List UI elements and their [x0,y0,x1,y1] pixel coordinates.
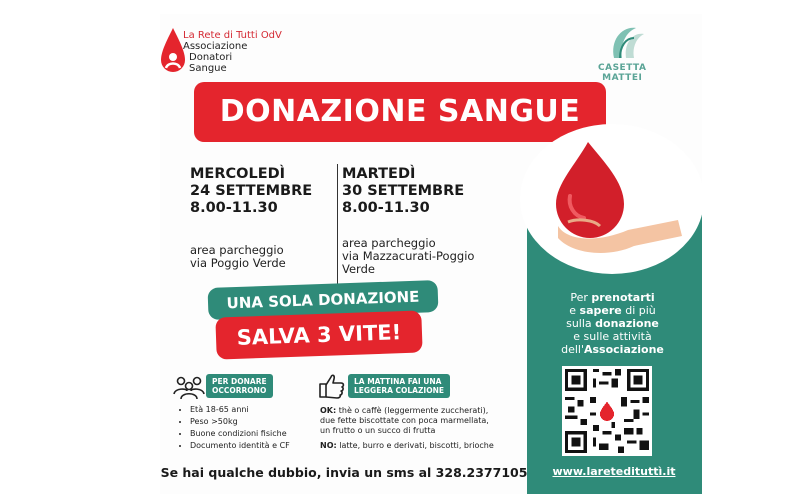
event2-place [342,237,474,276]
casetta-mattei-logo-text [598,63,646,83]
event1-place-line2: via Poggio Verde [190,256,286,270]
event1-time: 8.00-11.30 [190,200,278,216]
requirements-tag-line1: PER DONARE [212,377,267,386]
info-w8: e sulle attività [573,330,652,343]
list-item: • Documento identità e CF [190,440,290,452]
event2-place-line3: Verde [342,262,375,276]
breakfast-no-label: NO: [320,441,337,450]
info-w10: Associazione [583,343,664,356]
slogan-line2: SALVA 3 VITE! [215,310,422,359]
info-w9: dell' [561,343,584,356]
requirements-list [180,404,290,452]
requirements-tag [206,374,273,398]
breakfast-text [320,406,494,451]
requirements-tag-line2: OCCORRONO [212,386,267,395]
list-item: • Buone condizioni fisiche [190,428,290,440]
casetta-mattei-logo-icon [606,20,648,62]
footer-contact: Se hai qualche dubbio, invia un sms al 328.2377105 [160,465,528,480]
info-w6: sulla [566,317,592,330]
info-w2: prenotarti [591,291,655,304]
logo-line-4: Sangue [189,63,227,74]
casetta-line-2: MATTEI [602,73,643,83]
event1-place [190,244,286,270]
breakfast-ok-line3: un frutto o un succo di frutta [320,426,436,435]
event1-date [190,166,312,217]
breakfast-tag [348,374,450,398]
list-item: • Peso >50kg [190,416,290,428]
list-item: • Età 18-65 anni [190,404,290,416]
info-w3: e [569,304,577,317]
info-w1: Per [570,291,588,304]
breakfast-tag-line1: LA MATTINA FAI UNA [354,377,442,386]
logo-line-1: La Rete di Tutti OdV [183,30,282,41]
info-w7: donazione [595,317,659,330]
breakfast-ok-label: OK: [320,406,337,415]
website-link[interactable]: www.laretedituttì.it [552,465,676,478]
info-text [520,291,705,356]
breakfast-tag-line2: LEGGERA COLAZIONE [354,386,444,395]
event2-place-line2: via Mazzacurati-Poggio [342,249,475,263]
poster [160,14,702,494]
breakfast-ok-line2: due fette biscottate con poca marmellata, [320,416,489,425]
event2-date-text: 30 SETTEMBRE [342,183,465,199]
breakfast-no-text: latte, burro e derivati, biscotti, brioche [336,441,494,450]
event2-time: 8.00-11.30 [342,200,430,216]
breakfast-ok-line1: thè o caffè (leggermente zuccherati), [336,406,489,415]
event-divider [337,164,338,284]
logo-line-2: Associazione [183,41,248,52]
event1-day: MERCOLEDÌ [190,166,286,182]
page-title: DONAZIONE SANGUE [194,82,606,142]
slogan-line1: UNA SOLA DONAZIONE [208,280,439,320]
qr-code-icon[interactable] [562,366,652,456]
event1-date-text: 24 SETTEMBRE [190,183,313,199]
event2-place-line1: area parcheggio [342,236,436,250]
info-w4: sapere [579,304,622,317]
event2-date [342,166,464,217]
info-w5: di più [625,304,656,317]
event1-place-line1: area parcheggio [190,243,284,257]
blood-drop-hand-icon [538,134,688,264]
people-icon [172,374,206,400]
association-logo-text [183,30,282,74]
casetta-line-1: CASETTA [598,63,647,73]
logo-line-3: Donatori [189,52,233,63]
thumbs-up-icon [318,372,346,400]
event2-day: MARTEDÌ [342,166,416,182]
